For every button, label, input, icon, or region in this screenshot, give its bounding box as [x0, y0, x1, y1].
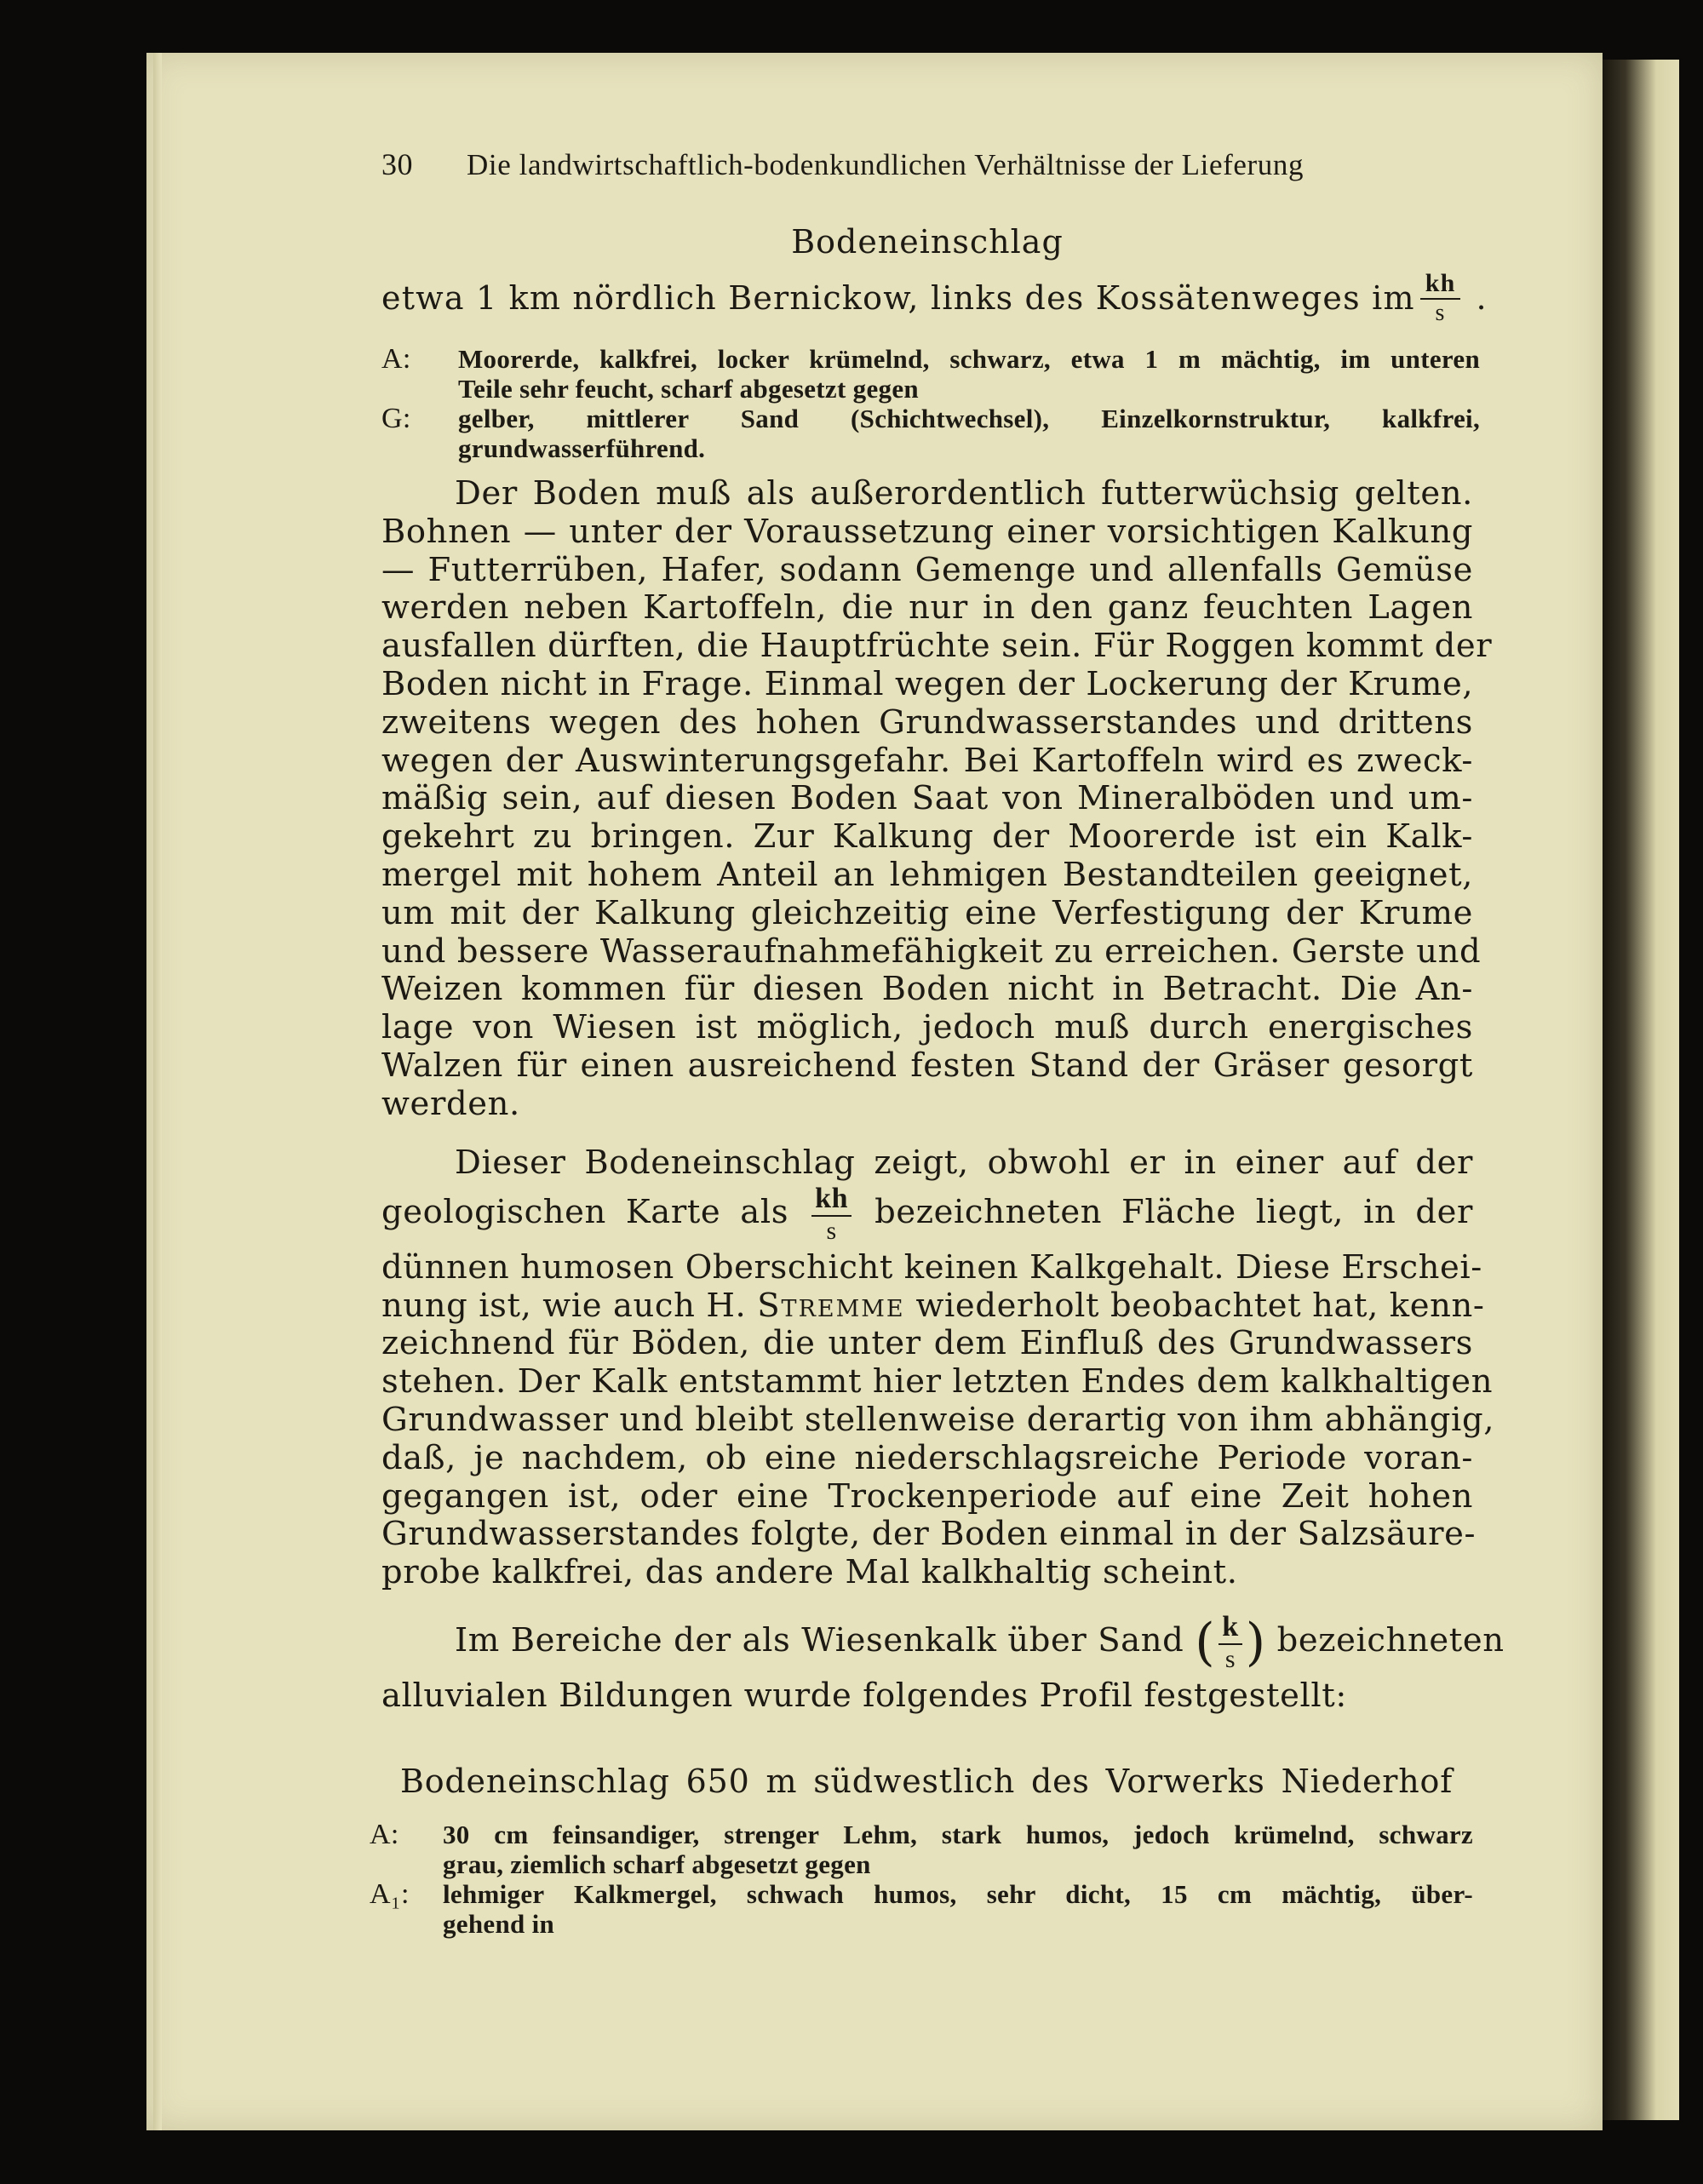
paragraph-2 — [381, 1144, 1495, 1592]
text-line: probe kalkfrei, das andere Mal kalkhaltig scheint. — [381, 1553, 1238, 1592]
horizon-label: A: — [370, 1819, 399, 1850]
text-line: werden. — [381, 1084, 520, 1123]
fraction-numerator: kh — [1420, 271, 1461, 300]
text-line-with-name — [381, 1286, 1485, 1326]
text-line: zweitens wegen des hohen Grundwasserstandes und drittens — [381, 702, 1473, 742]
horizon-description — [458, 404, 1480, 463]
page-number: 30 — [381, 147, 413, 181]
location-fraction — [1420, 271, 1461, 325]
text-segment: bezeichneten Fläche liegt, in der — [874, 1192, 1473, 1231]
text-line: Dieser Bodeneinschlag zeigt, obwohl er in einer auf der — [455, 1144, 1473, 1182]
text-line: zeichnend für Böden, die unter dem Einfluß des Grundwassers — [381, 1324, 1473, 1363]
text-line: alluvialen Bildungen wurde folgendes Profil festgestellt: — [381, 1677, 1347, 1715]
profile-row — [381, 404, 1480, 463]
line: 30 cm feinsandiger, strenger Lehm, stark humos, jedoch krümelnd, schwarz — [443, 1820, 1473, 1849]
fraction-numerator: kh — [811, 1184, 852, 1217]
horizon-label: A: — [381, 343, 411, 375]
text-line: daß, je nachdem, ob eine niederschlagsreiche Periode voran- — [381, 1438, 1473, 1477]
running-header — [381, 146, 1477, 182]
page-binding-edge — [153, 53, 162, 2130]
text-line: lage von Wiesen ist möglich, jedoch muß durch energisches — [381, 1008, 1473, 1047]
profile-row — [370, 1820, 1473, 1879]
line: Moorerde, kalkfrei, locker krümelnd, schwarz, etwa 1 m mächtig, im unteren — [458, 344, 1480, 374]
text-segment: geologischen Karte als — [381, 1192, 789, 1231]
fraction-denominator: s — [1224, 1645, 1236, 1673]
fraction-denominator: s — [826, 1216, 837, 1245]
book-gutter — [1603, 60, 1679, 2120]
section1-location — [381, 269, 1488, 326]
text-line: wegen der Auswinterungsgefahr. Bei Kartoffeln wird es zweck- — [381, 741, 1473, 780]
line: grundwasserführend. — [458, 433, 706, 463]
paragraph-1 — [381, 474, 1493, 1124]
fraction-numerator: k — [1218, 1613, 1242, 1645]
inline-fraction — [811, 1184, 852, 1244]
author-name: Stremme — [757, 1286, 905, 1325]
text-line: Bohnen — unter der Voraussetzung einer vorsichtigen Kalkung — [381, 512, 1473, 551]
horizon-label: G: — [381, 403, 411, 434]
horizon-description — [458, 344, 1480, 404]
text-line: mäßig sein, auf diesen Boden Saat von Mineralböden und um- — [381, 779, 1473, 818]
inline-fraction — [1218, 1613, 1242, 1672]
horizon-description — [443, 1820, 1473, 1879]
text-segment: Im Bereiche der als Wiesenkalk über Sand — [455, 1621, 1184, 1659]
text-line: — Futterrüben, Hafer, sodann Gemenge und allenfalls Gemüse — [381, 550, 1473, 589]
horizon-description — [443, 1879, 1473, 1939]
text-line: gegangen ist, oder eine Trockenperiode auf eine Zeit hohen — [381, 1476, 1473, 1516]
text-line: und bessere Wasseraufnahmefähigkeit zu erreichen. Gerste und — [381, 931, 1482, 971]
text-line: dünnen humosen Oberschicht keinen Kalkgehalt. Diese Erschei- — [381, 1247, 1482, 1287]
text-line-with-fraction — [381, 1611, 1505, 1673]
text-line: Boden nicht in Frage. Einmal wegen der Lockerung der Krume, — [381, 664, 1474, 703]
location-text: etwa 1 km nördlich Bernickow, links des Kossätenweges im — [381, 279, 1415, 317]
text-segment: bezeichneten — [1276, 1621, 1505, 1659]
text-line: mergel mit hohem Anteil an lehmigen Bestandteilen geeignet, — [381, 855, 1473, 894]
profile-row — [381, 344, 1480, 404]
text-line: um mit der Kalkung gleichzeitig eine Verfestigung der Krume — [381, 893, 1473, 932]
text-line: Der Boden muß als außerordentlich futterwüchsig gelten. — [455, 474, 1473, 513]
line: lehmiger Kalkmergel, schwach humos, sehr dicht, 15 cm mächtig, über- — [443, 1879, 1473, 1909]
section1-profile — [381, 344, 1480, 463]
section2-profile — [370, 1820, 1473, 1939]
paragraph-3 — [381, 1611, 1505, 1716]
section1-heading: Bodeneinschlag — [791, 223, 1064, 261]
text-line: Weizen kommen für diesen Boden nicht in Betracht. Die An- — [381, 970, 1473, 1009]
text-line: Grundwasserstandes folgte, der Boden einmal in der Salzsäure- — [381, 1515, 1477, 1554]
line: Teile sehr feucht, scharf abgesetzt gegen — [458, 374, 919, 404]
text-line: stehen. Der Kalk entstammt hier letzten Endes dem kalkhaltigen — [381, 1362, 1494, 1402]
text-line-with-fraction — [381, 1184, 1473, 1244]
section2-heading: Bodeneinschlag 650 m südwestlich des Vorwerks Niederhof — [400, 1763, 1454, 1800]
profile-row — [370, 1879, 1473, 1939]
running-title: Die landwirtschaftlich-bodenkundlichen Verhältnisse der Lieferung — [467, 148, 1304, 181]
horizon-label: A₁: — [370, 1878, 410, 1910]
line: gehend in — [443, 1909, 555, 1939]
text-line: Walzen für einen ausreichend festen Stand der Gräser gesorgt — [381, 1046, 1473, 1085]
line: gelber, mittlerer Sand (Schichtwechsel), Einzelkornstruktur, kalkfrei, — [458, 404, 1480, 433]
open-parenthesis: ( — [1195, 1613, 1216, 1672]
text-line: werden neben Kartoffeln, die nur in den ganz feuchten Lagen — [381, 588, 1473, 628]
location-end: . — [1476, 279, 1488, 317]
text-line: ausfallen dürften, die Hauptfrüchte sein. Für Roggen kommt der — [381, 627, 1493, 666]
fraction-denominator: s — [1435, 300, 1446, 326]
text-line: Grundwasser und bleibt stellenweise derartig von ihm abhängig, — [381, 1400, 1495, 1439]
close-parenthesis: ) — [1245, 1613, 1266, 1672]
text-segment: wiederholt beobachtet hat, kenn- — [915, 1286, 1485, 1325]
text-segment: nung ist, wie auch H. — [381, 1286, 747, 1325]
line: grau, ziemlich scharf abgesetzt gegen — [443, 1849, 871, 1879]
text-line: gekehrt zu bringen. Zur Kalkung der Moorerde ist ein Kalk- — [381, 817, 1473, 857]
